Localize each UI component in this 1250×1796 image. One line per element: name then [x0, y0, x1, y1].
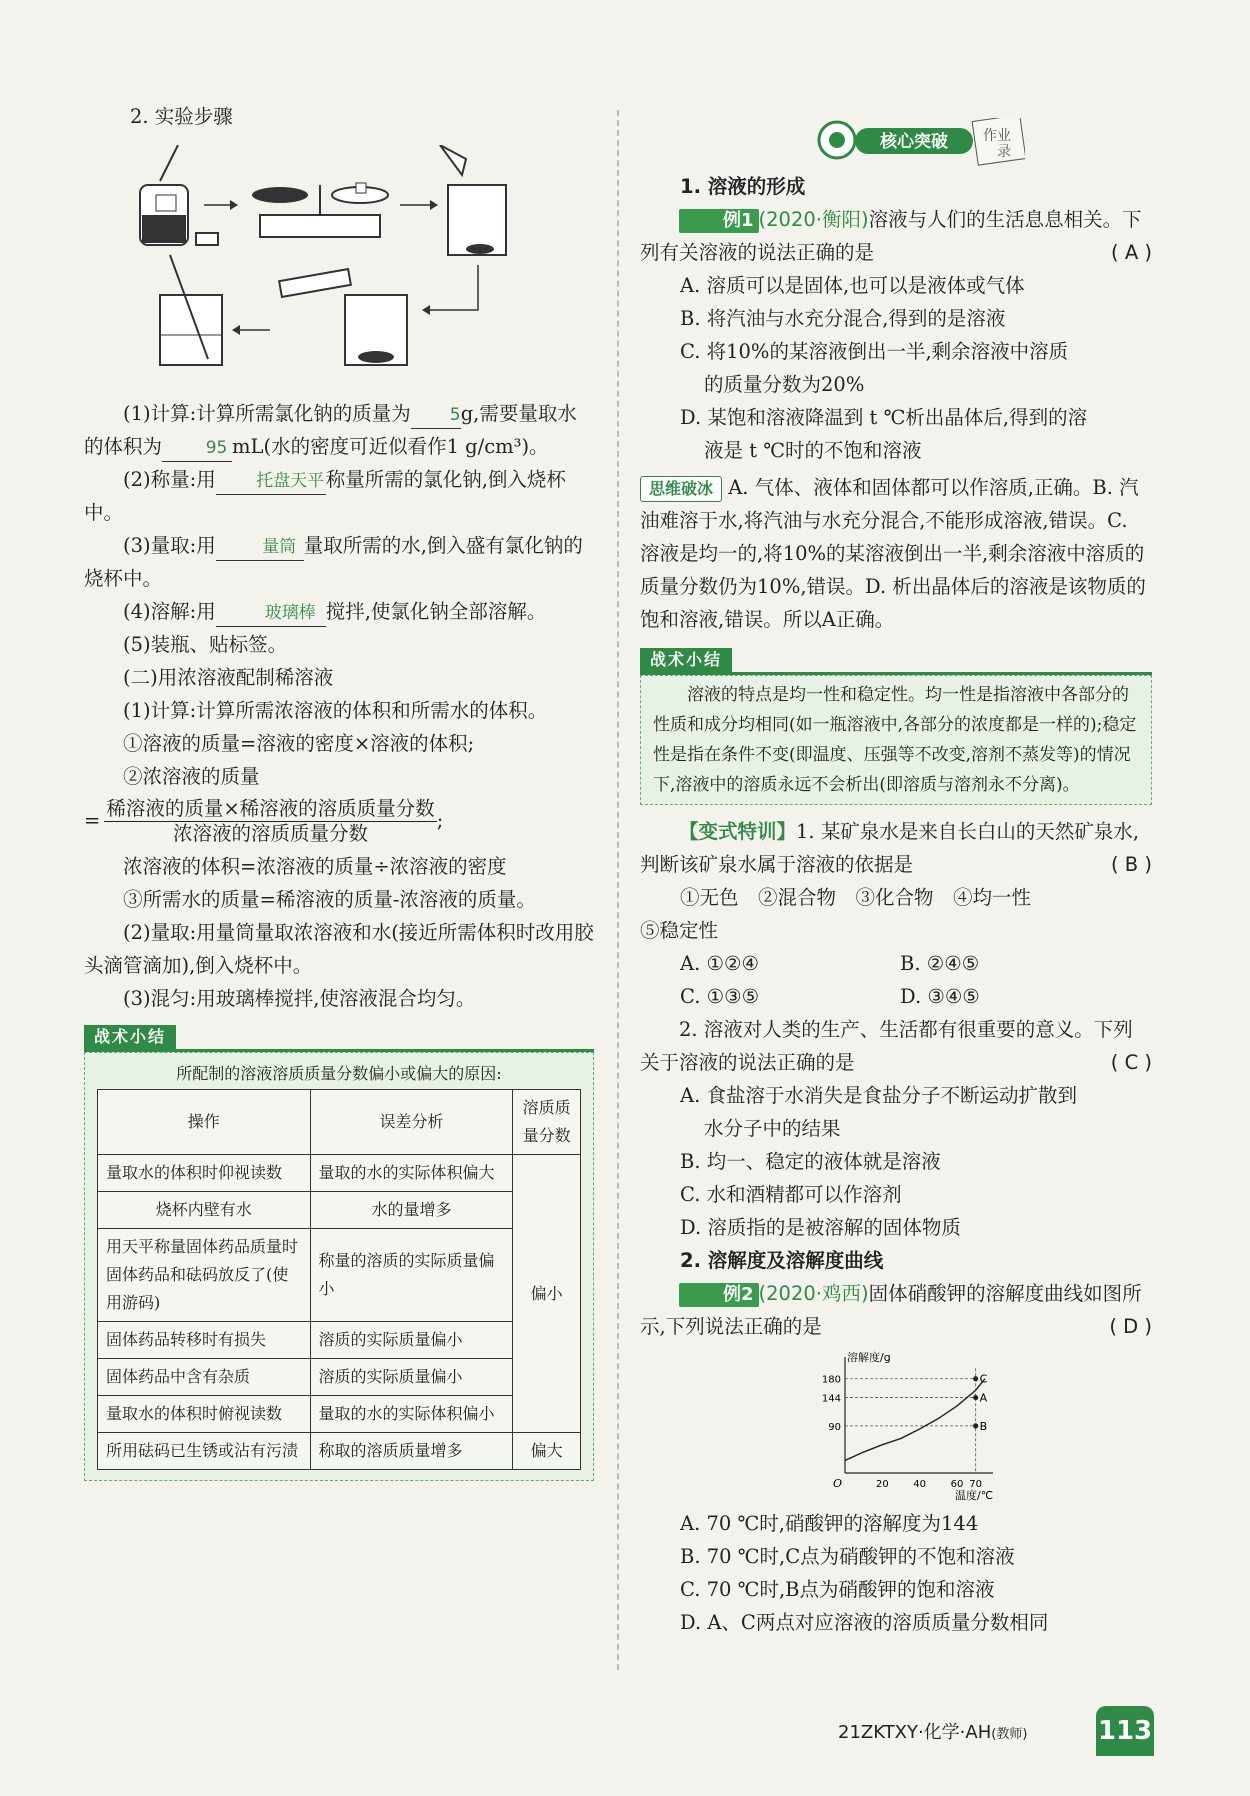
- option: C. 将10%的某溶液倒出一半,剩余溶液中溶质: [680, 340, 1069, 363]
- x-tick-label: 40: [913, 1479, 927, 1490]
- option: A. 溶质可以是固体,也可以是液体或气体: [680, 274, 1025, 297]
- x-tick-label: 70: [969, 1479, 983, 1490]
- option: B. 均一、稳定的液体就是溶液: [680, 1150, 941, 1173]
- option: 液是 t ℃时的不饱和溶液: [704, 439, 922, 462]
- dilute-calc: (1)计算:计算所需浓溶液的体积和所需水的体积。: [123, 699, 548, 722]
- step-measure: (3)量取:用 量筒 量取所需的水,倒入盛有氯化钠的烧杯中。: [84, 534, 583, 590]
- data-point-label: C: [979, 1372, 988, 1386]
- table-row: 量取水的体积时仰视读数 量取的水的实际体积偏大 偏小: [98, 1155, 581, 1192]
- x-tick-label: 20: [875, 1479, 889, 1490]
- table-row: 用天平称量固体药品质量时固体药品和砝码放反了(使用游码) 称量的溶质的实际质量偏小: [98, 1229, 581, 1322]
- data-point: [973, 1376, 978, 1381]
- y-tick-label: 144: [821, 1393, 841, 1405]
- table-row: 固体药品转移时有损失 溶质的实际质量偏小: [98, 1322, 581, 1359]
- example-tag: 例2: [679, 1283, 759, 1307]
- think-analysis: 思维破冰 A. 气体、液体和固体都可以作溶质,正确。B. 汽油难溶于水,将汽油与水充分混合,不能形成溶液,错误。C. 溶液是均一的,将10%的某溶液倒出一半,剩余溶液中溶质的质量分数仍为10%,错误。D. 析出晶体后的溶液是该物质的饱和溶液,错误。所以A正确。: [640, 476, 1146, 631]
- page-number: 113: [1096, 1706, 1154, 1756]
- fraction-denominator: 浓溶液的溶质质量分数: [173, 822, 369, 845]
- fraction-formula: = $\frac{\text{稀溶液的质量×稀溶液的溶质质量分数}}{\text{浓溶液的溶质质量分数}}$ ;: [84, 797, 444, 845]
- origin-label: O: [833, 1477, 843, 1490]
- pouring-beaker-icon: [279, 269, 407, 365]
- experiment-illustration: [130, 145, 550, 385]
- data-point-label: B: [979, 1419, 988, 1433]
- table-header: 操作: [98, 1090, 311, 1155]
- answer-blank: 5: [411, 402, 461, 429]
- option: D. 某饱和溶液降温到 t ℃析出晶体后,得到的溶: [680, 406, 1088, 429]
- choice-items: ①无色 ②混合物 ③化合物 ④均一性: [680, 886, 1032, 909]
- step-bottle: (5)装瓶、贴标签。: [123, 633, 288, 656]
- arrow-icon: [232, 325, 270, 335]
- table-header: 溶质质量分数: [513, 1090, 581, 1155]
- balance-icon: [252, 183, 388, 237]
- dilute-mix: (3)混匀:用玻璃棒搅拌,使溶液混合均匀。: [123, 987, 476, 1010]
- dilute-measure: (2)量取:用量筒量取浓溶液和水(接近所需体积时改用胶头滴管滴加),倒入烧杯中。: [84, 921, 594, 977]
- answer-blank: 量筒: [216, 534, 304, 561]
- step-weigh: (2)称量:用 托盘天平称量所需的氯化钠,倒入烧杯中。: [84, 468, 566, 524]
- summary-text: 溶液的特点是均一性和稳定性。均一性是指溶液中各部分的性质和成分均相同(如一瓶溶液中,各部分的浓度都是一样的);稳定性是指在条件不变(即温度、压强等不改变,溶剂不蒸发等)的情况下,溶液中的溶质永远不会析出(即溶质与溶剂永不分离)。: [640, 675, 1152, 805]
- result-small: 偏小: [513, 1155, 581, 1433]
- table-header: 误差分析: [310, 1090, 513, 1155]
- table-row: 固体药品中含有杂质 溶质的实际质量偏小: [98, 1359, 581, 1396]
- variant-1: 【变式特训】1. 某矿泉水是来自长白山的天然矿泉水,判断该矿泉水属于溶液的依据是 ( B ): [640, 815, 1152, 881]
- arrow-icon: [400, 200, 438, 210]
- step-dissolve: (4)溶解:用 玻璃棒 搅拌,使氯化钠全部溶解。: [84, 595, 594, 628]
- option: A. 食盐溶于水消失是食盐分子不断运动扩散到: [680, 1084, 1077, 1107]
- data-point: [973, 1395, 978, 1400]
- table-title: 所配制的溶液溶质质量分数偏小或偏大的原因:: [176, 1064, 502, 1083]
- option: D. A、C两点对应溶液的溶质质量分数相同: [680, 1611, 1049, 1634]
- solubility-curve: [845, 1379, 985, 1461]
- column-divider: [617, 110, 619, 1670]
- choice-items: ⑤稳定性: [640, 919, 719, 942]
- nacl-jar-icon: [140, 145, 188, 245]
- answer-blank: 托盘天平: [216, 468, 326, 495]
- result-big: 偏大: [513, 1433, 581, 1470]
- option: B. 70 ℃时,C点为硝酸钾的不饱和溶液: [680, 1545, 1015, 1568]
- example-1: 例1 (2020·衡阳)溶液与人们的生活息息相关。下列有关溶液的说法正确的是 ( A ): [640, 203, 1152, 269]
- stamp-text: 录: [997, 144, 1011, 160]
- variant-2: 2. 溶液对人类的生产、生活都有很重要的意义。下列关于溶液的说法正确的是 ( C ): [640, 1013, 1152, 1079]
- option-row: C. ①③⑤ D. ③④⑤: [680, 985, 980, 1008]
- answer: ( A ): [1111, 241, 1152, 264]
- variant-tag: 【变式特训】: [679, 820, 797, 843]
- stopper-icon: [196, 233, 218, 245]
- arrow-icon: [430, 265, 478, 310]
- example-tag: 例1: [679, 209, 759, 233]
- section-title: 2. 溶解度及溶解度曲线: [680, 1249, 884, 1272]
- answer: ( B ): [1111, 853, 1152, 876]
- formula-2: ②浓溶液的质量: [123, 765, 260, 788]
- data-point: [973, 1423, 978, 1428]
- error-table: [97, 1089, 581, 1470]
- tactic-summary-left: [84, 1019, 594, 1481]
- solubility-chart: [805, 1351, 1005, 1501]
- data-point-label: A: [979, 1391, 988, 1405]
- y-axis-label: 溶解度/g: [847, 1351, 891, 1364]
- y-tick-label: 90: [828, 1421, 841, 1433]
- summary-tag: 战术小结: [640, 648, 732, 672]
- step-calc: (1)计算:计算所需氯化钠的质量为 5g,需要量取水的体积为 95 mL(水的密度可近似看作1 g/cm³)。: [84, 397, 594, 463]
- right-column: [640, 100, 1152, 1639]
- table-row: 量取水的体积时俯视读数 量取的水的实际体积偏小: [98, 1396, 581, 1433]
- fraction-numerator: 稀溶液的质量×稀溶液的溶质质量分数: [106, 797, 435, 820]
- footer-code: 21ZKTXY·化学·AH(教师): [838, 1722, 1028, 1743]
- left-column: [84, 100, 594, 1481]
- answer-blank: 玻璃棒: [216, 600, 326, 627]
- table-row: 所用砝码已生锈或沾有污渍 称取的溶质质量增多 偏大: [98, 1433, 581, 1470]
- formula-4: ③所需水的质量=稀溶液的质量-浓溶液的质量。: [123, 888, 536, 911]
- error-table-box: [84, 1052, 594, 1481]
- option: B. 将汽油与水充分混合,得到的是溶液: [680, 307, 1006, 330]
- arrow-icon: [204, 200, 238, 210]
- option: 的质量分数为20%: [704, 373, 865, 396]
- think-tag: 思维破冰: [640, 476, 722, 502]
- badge-text: 核心突破: [880, 132, 948, 152]
- x-axis-label: 温度/℃: [955, 1489, 994, 1501]
- stirring-beaker-icon: [160, 255, 222, 365]
- x-tick-label: 60: [950, 1479, 964, 1490]
- stamp-text: 作业: [983, 128, 1011, 144]
- example-2: 例2 (2020·鸡西)固体硝酸钾的溶解度曲线如图所示,下列说法正确的是 ( D ): [640, 1277, 1152, 1343]
- table-row: 烧杯内壁有水 水的量增多: [98, 1192, 581, 1229]
- section-dilute: (二)用浓溶液配制稀溶液: [123, 666, 334, 689]
- answer: ( C ): [1110, 1051, 1152, 1074]
- option-row: A. ①②④ B. ②④⑤: [680, 952, 980, 975]
- experiment-steps-heading: 2. 实验步骤: [130, 105, 233, 128]
- option: A. 70 ℃时,硝酸钾的溶解度为144: [680, 1512, 979, 1535]
- summary-tag: 战术小结: [84, 1025, 176, 1049]
- y-tick-label: 180: [821, 1374, 841, 1386]
- option: C. 水和酒精都可以作溶剂: [680, 1183, 902, 1206]
- option: 水分子中的结果: [704, 1117, 841, 1140]
- option: D. 溶质指的是被溶解的固体物质: [680, 1216, 961, 1239]
- formula-1: ①溶液的质量=溶液的密度×溶液的体积;: [123, 732, 475, 755]
- formula-3: 浓溶液的体积=浓溶液的质量÷浓溶液的密度: [123, 855, 507, 878]
- option: C. 70 ℃时,B点为硝酸钾的饱和溶液: [680, 1578, 995, 1601]
- section-title: 1. 溶液的形成: [680, 175, 806, 198]
- tactic-summary-right: [640, 642, 1152, 805]
- answer-blank: 95: [162, 435, 232, 462]
- answer: ( D ): [1109, 1315, 1152, 1338]
- beaker-icon: [440, 145, 506, 255]
